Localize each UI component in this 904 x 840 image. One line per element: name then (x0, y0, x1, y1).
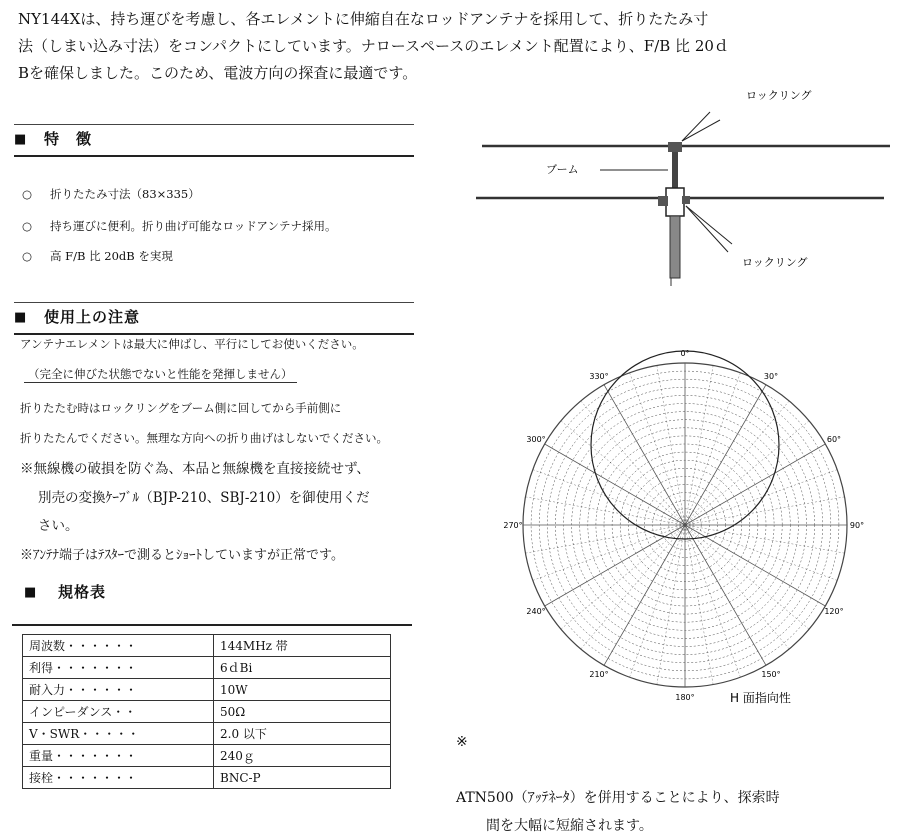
polar-spoke (630, 373, 685, 525)
feature-item (22, 186, 200, 202)
polar-spoke (630, 525, 685, 677)
note-line: さい。 (38, 518, 79, 534)
lock-ring-label-top: ロックリング (746, 89, 812, 102)
spec-value: BNC-P (214, 767, 391, 789)
footnote-line: ATN500（ｱｯﾃﾈｰﾀ）を併用することにより、探索時 (456, 790, 780, 806)
polar-angle-label: 210° (589, 669, 609, 679)
asterisk-mark: ※ (456, 734, 468, 750)
note-line: アンテナエレメントは最大に伸ばし、平行にしてお使いください。 (20, 337, 364, 351)
footnote-line: 間を大幅に短縮されます。 (486, 818, 653, 834)
handle (670, 216, 680, 278)
specs-heading (14, 578, 414, 608)
lock-ring-right (682, 196, 690, 204)
lock-ring-top (668, 142, 682, 152)
polar-angle-label: 0° (680, 349, 690, 358)
polar-spoke (685, 525, 789, 649)
specs-table (22, 634, 391, 789)
pointer-line (686, 206, 732, 244)
feature-text: 持ち運びに便利。折り曲げ可能なロッドアンテナ採用。 (50, 219, 337, 233)
spec-key: 利得・・・・・・・ (23, 657, 214, 679)
spec-key: 接栓・・・・・・・ (23, 767, 214, 789)
spec-row (23, 635, 391, 657)
polar-angle-label: 330° (589, 372, 609, 382)
polar-angle-label: 240° (526, 607, 546, 616)
lock-ring-left (658, 196, 668, 206)
intro-line: NY144Xは、持ち運びを考慮し、各エレメントに伸縮自在なロッドアンテナを採用して、折りたたみ寸 (18, 10, 709, 28)
mount-block (666, 188, 684, 216)
polar-spoke (685, 525, 766, 665)
polar-spoke (604, 525, 685, 665)
boom-label: ブーム (546, 163, 579, 176)
square-icon: ■ (14, 132, 27, 147)
features-title: 特 徴 (44, 130, 93, 148)
polar-angle-label: 120° (824, 607, 844, 616)
pointer-line (686, 206, 728, 252)
spec-value: 2.0 以下 (214, 723, 391, 745)
polar-angle-label: 270° (503, 521, 523, 530)
spec-row (23, 701, 391, 723)
intro-line: 法（しまい込み寸法）をコンパクトにしています。ナロースペースのエレメント配置により、F/B 比 20ｄ (18, 37, 729, 55)
note-line: ※ｱﾝﾃﾅ端子はﾃｽﾀｰで測るとｼｮｰﾄしていますが正常です。 (20, 548, 344, 563)
spec-row (23, 657, 391, 679)
spec-row (23, 745, 391, 767)
polar-spoke (685, 525, 740, 677)
feature-item (22, 218, 336, 234)
spec-key: インピーダンス・・ (23, 701, 214, 723)
spec-value: 144MHz 帯 (214, 635, 391, 657)
spec-key: 重量・・・・・・・ (23, 745, 214, 767)
polar-spoke (604, 385, 685, 525)
polar-grid (523, 363, 847, 687)
polar-caption: H 面指向性 (730, 691, 791, 705)
spec-value: 6ｄBi (214, 657, 391, 679)
spec-value: 10W (214, 679, 391, 701)
spec-row (23, 767, 391, 789)
spec-row (23, 679, 391, 701)
polar-angle-label: 30° (763, 372, 779, 382)
pointer-line (682, 112, 710, 141)
polar-spoke (581, 401, 685, 525)
polar-chart (503, 349, 870, 720)
polar-spoke (533, 525, 685, 580)
note-line: ※無線機の破損を防ぐ為、本品と無線機を直接接続せず、 (20, 461, 370, 477)
spec-value: 50Ω (214, 701, 391, 723)
spec-key: 耐入力・・・・・・ (23, 679, 214, 701)
polar-spoke (533, 470, 685, 525)
circle-bullet-icon: ○ (22, 219, 33, 233)
note-line: 別売の変換ｹｰﾌﾞﾙ（BJP-210、SBJ-210）を御使用くだ (38, 490, 370, 506)
circle-bullet-icon: ○ (22, 187, 33, 201)
notes-heading (14, 302, 414, 335)
spec-key: 周波数・・・・・・ (23, 635, 214, 657)
polar-spoke (561, 525, 685, 629)
feature-text: 高 F/B 比 20dB を実現 (50, 249, 173, 263)
features-heading (14, 124, 414, 157)
polar-spoke (685, 373, 740, 525)
polar-spoke (685, 401, 789, 525)
polar-angle-label: 180° (675, 693, 695, 702)
feature-item (22, 248, 173, 264)
pointer-line (682, 120, 720, 141)
footnote (456, 728, 780, 840)
polar-spoke (685, 444, 825, 525)
intro-paragraph (18, 6, 888, 87)
lock-ring-label-bottom: ロックリング (742, 256, 808, 269)
polar-spoke (561, 421, 685, 525)
square-icon: ■ (24, 585, 37, 600)
spec-key: V・SWR・・・・・ (23, 723, 214, 745)
polar-spoke (685, 385, 766, 525)
note-line: （完全に伸びた状態でないと性能を発揮しません） (24, 366, 297, 383)
circle-bullet-icon: ○ (22, 249, 33, 263)
polar-spoke (581, 525, 685, 649)
spec-row (23, 723, 391, 745)
note-line: 折りたたむ時はロックリングをブーム側に回してから手前側に (20, 401, 342, 415)
square-icon: ■ (14, 310, 27, 325)
intro-line: Bを確保しました。このため、電波方向の探査に最適です。 (18, 64, 418, 82)
specs-title: 規格表 (58, 583, 107, 601)
spec-value: 240ｇ (214, 745, 391, 767)
antenna-diagram (470, 80, 900, 295)
polar-angle-label: 150° (761, 669, 781, 679)
polar-spoke (685, 421, 809, 525)
polar-spoke (545, 444, 685, 525)
polar-angle-label: 60° (826, 435, 842, 444)
notes-title: 使用上の注意 (44, 308, 141, 326)
feature-text: 折りたたみ寸法（83×335） (50, 187, 200, 201)
polar-spoke (685, 525, 809, 629)
polar-angle-label: 90° (849, 521, 865, 530)
polar-angle-label: 300° (526, 435, 546, 444)
note-line: 折りたたんでください。無理な方向への折り曲げはしないでください。 (20, 431, 388, 445)
